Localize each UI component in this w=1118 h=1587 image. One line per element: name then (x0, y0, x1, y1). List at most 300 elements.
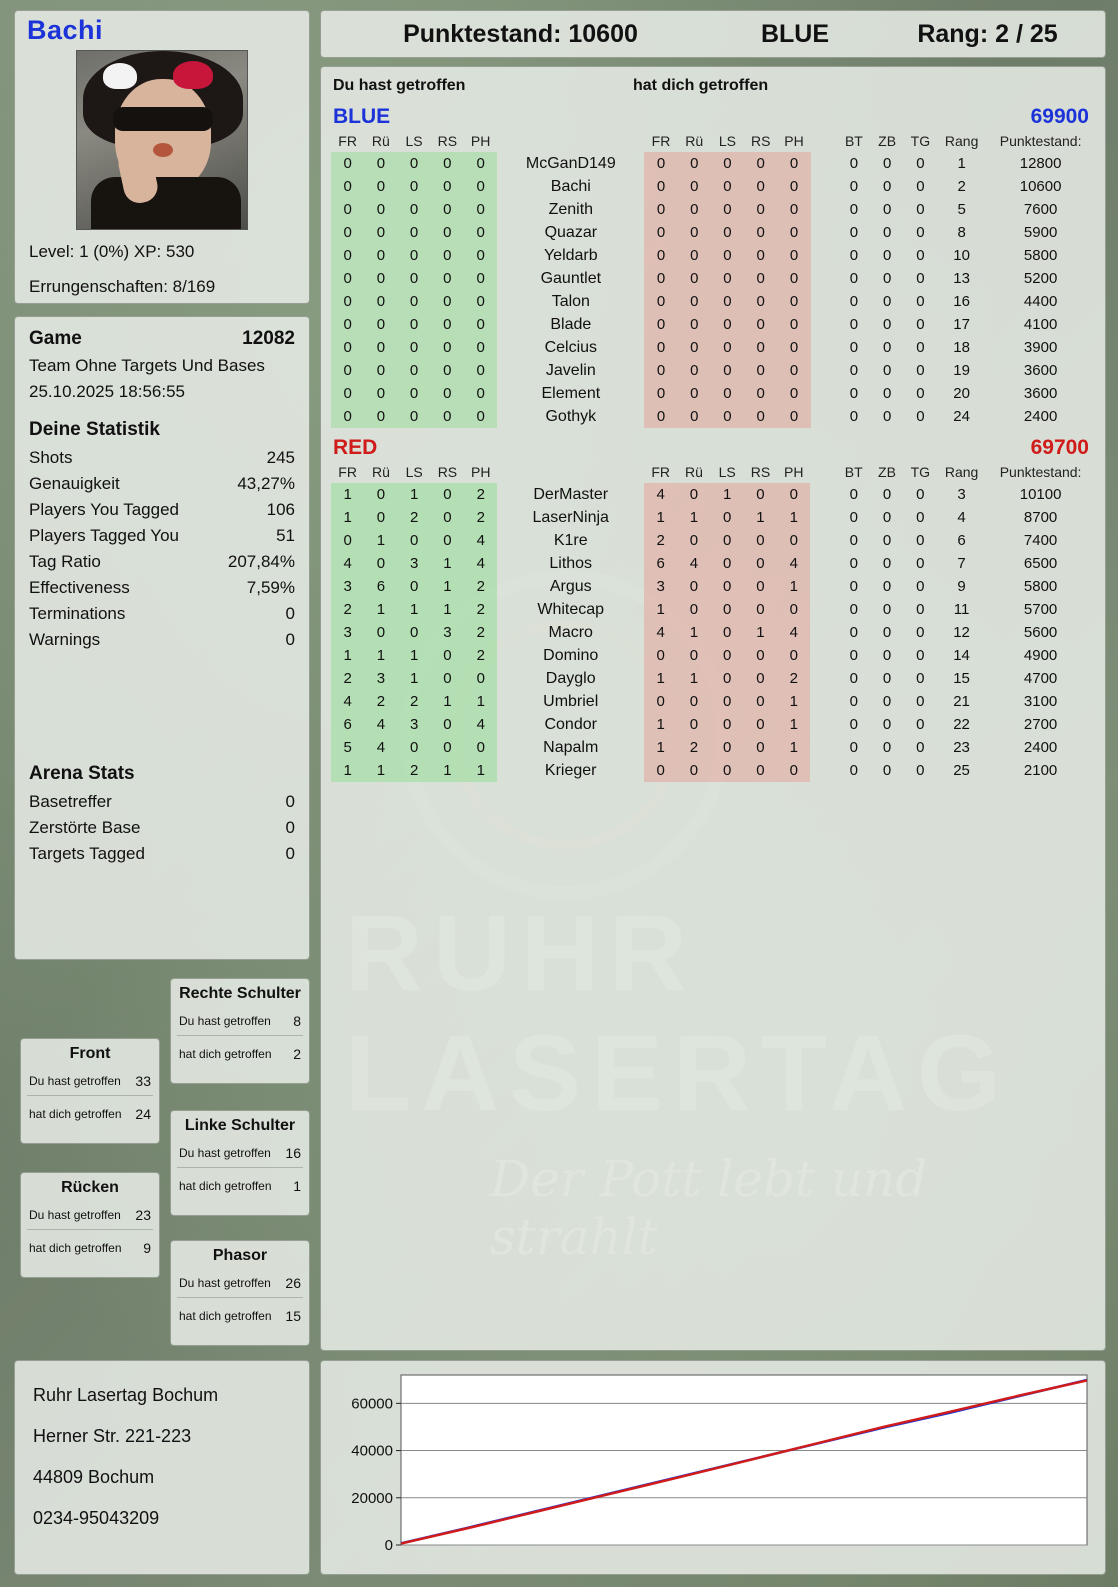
cell-extra: 0 (916, 762, 925, 779)
game-datetime: 25.10.2025 18:56:55 (29, 382, 185, 401)
cell-taken: 0 (744, 529, 777, 552)
col-header-tg: TG (910, 464, 931, 480)
cell-hit: 0 (431, 359, 464, 382)
cell-taken: 0 (644, 313, 677, 336)
personal-stat-label: Players Tagged You (29, 526, 179, 545)
table-row[interactable] (331, 621, 1095, 644)
cell-extra: 0 (916, 693, 925, 710)
table-row[interactable] (331, 575, 1095, 598)
cell-hit: 0 (431, 290, 464, 313)
cell-extra: 0 (916, 293, 925, 310)
table-row[interactable] (331, 382, 1095, 405)
cell-rank: 8 (957, 224, 966, 241)
cell-player-name: Whitecap (537, 600, 605, 618)
cell-hit: 0 (331, 267, 364, 290)
avatar-wrap (15, 50, 309, 230)
arena-stat-value: 0 (285, 844, 295, 863)
cell-extra: 0 (849, 601, 858, 618)
cell-taken: 0 (777, 152, 810, 175)
col-header-punktestand: Punktestand: (999, 464, 1082, 480)
avatar-body-shape (91, 177, 241, 230)
cell-score: 3900 (1023, 339, 1058, 356)
cell-rank: 11 (953, 601, 970, 618)
cell-extra: 0 (882, 670, 892, 687)
zone-taken-value: 9 (143, 1240, 151, 1256)
cell-hit: 1 (364, 598, 397, 621)
cell-hit: 0 (331, 221, 364, 244)
cell-taken: 0 (777, 644, 810, 667)
cell-player-name: Napalm (543, 738, 599, 756)
cell-hit: 0 (464, 221, 497, 244)
zone-hits-value: 26 (285, 1275, 301, 1291)
zone-taken-row (171, 1302, 309, 1326)
cell-taken: 0 (777, 359, 810, 382)
cell-taken: 1 (777, 713, 810, 736)
cell-hit: 0 (464, 359, 497, 382)
cell-taken: 0 (711, 244, 744, 267)
cell-taken: 1 (677, 667, 710, 690)
table-row[interactable] (331, 506, 1095, 529)
cell-spacer (810, 644, 837, 667)
table-row[interactable] (331, 152, 1095, 175)
cell-taken: 1 (644, 713, 677, 736)
player-achievements: Errungenschaften: 8/169 (29, 276, 216, 296)
cell-extra: 0 (916, 362, 925, 379)
col-header-hit-RS: RS (437, 133, 458, 149)
cell-score: 5900 (1023, 224, 1058, 241)
cell-taken: 0 (711, 644, 744, 667)
zone-hits-row (171, 1269, 309, 1293)
scoreboard-headers (331, 75, 1095, 103)
cell-hit: 4 (464, 713, 497, 736)
table-row[interactable] (331, 483, 1095, 506)
cell-taken: 1 (777, 736, 810, 759)
cell-taken: 0 (678, 382, 711, 405)
cell-extra: 0 (916, 178, 925, 195)
col-header-bt: BT (844, 464, 863, 480)
zone-hits-value: 33 (135, 1073, 151, 1089)
zone-hits-label: Du hast getroffen (29, 1074, 121, 1088)
cell-taken: 0 (711, 290, 744, 313)
col-header-name (497, 462, 644, 483)
team-table (331, 462, 1095, 782)
table-row[interactable] (331, 359, 1095, 382)
cell-hit: 0 (431, 405, 464, 428)
cell-hit: 0 (364, 267, 397, 290)
cell-taken: 2 (677, 736, 710, 759)
cell-rank: 2 (957, 178, 966, 195)
cell-taken: 0 (644, 336, 677, 359)
cell-player-name: Lithos (549, 554, 593, 572)
cell-extra: 0 (882, 155, 892, 172)
player-card (14, 10, 310, 304)
cell-taken: 0 (711, 759, 744, 782)
cell-hit: 4 (464, 552, 497, 575)
personal-stat-value: 51 (276, 526, 295, 545)
cell-taken: 1 (644, 598, 677, 621)
col-header-zb: ZB (878, 133, 897, 149)
cell-hit: 1 (464, 759, 497, 782)
cell-player-name: Yeldarb (543, 246, 598, 264)
zone-phasor (170, 1240, 310, 1346)
cell-extra: 0 (916, 532, 925, 549)
cell-score: 8700 (1023, 509, 1058, 526)
team-name: BLUE (333, 105, 391, 128)
personal-stat-value: 207,84% (227, 552, 295, 571)
zone-taken-label: hat dich getroffen (179, 1309, 272, 1323)
cell-extra: 0 (849, 532, 858, 549)
cell-extra: 0 (916, 339, 925, 356)
cell-hit: 0 (464, 152, 497, 175)
cell-hit: 0 (464, 382, 497, 405)
zone-divider (177, 1035, 303, 1036)
cell-player-name: Macro (548, 623, 593, 641)
cell-hit: 4 (364, 713, 397, 736)
cell-hit: 6 (364, 575, 397, 598)
cell-taken: 0 (677, 713, 710, 736)
zone-divider (177, 1167, 303, 1168)
cell-rank: 16 (953, 293, 970, 310)
cell-rank: 7 (957, 555, 966, 572)
col-header-zb: ZB (878, 464, 896, 480)
cell-extra: 0 (849, 670, 858, 687)
cell-taken: 0 (678, 313, 711, 336)
cell-taken: 0 (744, 483, 777, 506)
cell-hit: 0 (464, 198, 497, 221)
cell-taken: 0 (744, 644, 777, 667)
table-row[interactable] (331, 336, 1095, 359)
zone-hits-label: Du hast getroffen (29, 1208, 121, 1222)
cell-hit: 0 (331, 336, 364, 359)
cell-player-name: K1re (553, 531, 588, 549)
zone-hits-row (171, 1007, 309, 1031)
cell-extra: 0 (882, 408, 892, 425)
cell-taken: 0 (744, 598, 777, 621)
cell-taken: 1 (677, 506, 710, 529)
table-row[interactable] (331, 667, 1095, 690)
cell-taken: 0 (678, 267, 711, 290)
table-row[interactable] (331, 713, 1095, 736)
cell-hit: 0 (431, 736, 464, 759)
cell-taken: 0 (711, 359, 744, 382)
cell-player-name: Krieger (544, 761, 597, 779)
cell-hit: 1 (331, 506, 364, 529)
cell-taken: 0 (744, 198, 777, 221)
cell-taken: 0 (678, 221, 711, 244)
col-spacer (810, 462, 837, 483)
col-header-taken-LS: LS (718, 133, 737, 149)
cell-taken: 0 (644, 405, 677, 428)
cell-player-name: Gauntlet (540, 269, 602, 287)
personal-stat-row (29, 471, 295, 497)
personal-stat-value: 7,59% (246, 578, 295, 597)
cell-hit: 2 (398, 506, 431, 529)
cell-extra: 0 (849, 739, 858, 756)
cell-extra: 0 (882, 293, 892, 310)
zone-taken-label: hat dich getroffen (179, 1047, 272, 1061)
cell-hit: 0 (397, 221, 430, 244)
table-row[interactable] (331, 759, 1095, 782)
cell-extra: 0 (849, 486, 858, 503)
cell-extra: 0 (849, 555, 858, 572)
cell-taken: 1 (644, 506, 677, 529)
cell-taken: 0 (777, 336, 810, 359)
cell-hit: 1 (431, 598, 464, 621)
address-line-3: 44809 Bochum (33, 1467, 155, 1487)
cell-score: 5800 (1023, 247, 1058, 264)
cell-rank: 22 (953, 716, 970, 733)
table-row[interactable] (331, 221, 1095, 244)
cell-taken: 1 (777, 690, 810, 713)
cell-score: 2100 (1023, 762, 1058, 779)
cell-taken: 1 (644, 736, 677, 759)
cell-taken: 0 (744, 359, 777, 382)
cell-taken: 0 (644, 690, 677, 713)
cell-hit: 0 (331, 152, 364, 175)
zone-right-shoulder (170, 978, 310, 1084)
arena-stat-row (29, 841, 295, 867)
zone-taken-row (171, 1040, 309, 1064)
cell-player-name: Blade (550, 315, 592, 333)
cell-rank: 5 (957, 201, 966, 218)
cell-taken: 0 (744, 575, 777, 598)
cell-rank: 1 (957, 155, 966, 172)
cell-hit: 0 (397, 152, 430, 175)
cell-spacer (810, 667, 837, 690)
table-row[interactable] (331, 267, 1095, 290)
game-stats-card (14, 316, 310, 960)
cell-taken: 4 (777, 552, 810, 575)
cell-hit: 0 (464, 736, 497, 759)
cell-player-name: Bachi (550, 177, 591, 195)
cell-taken: 0 (711, 506, 744, 529)
zone-hits-row (21, 1201, 159, 1225)
cell-taken: 0 (677, 644, 710, 667)
col-header-hit-PH: PH (470, 133, 491, 149)
zone-taken-value: 24 (135, 1106, 151, 1122)
cell-hit: 0 (431, 152, 464, 175)
cell-extra: 0 (916, 408, 925, 425)
cell-hit: 0 (464, 405, 497, 428)
cell-taken: 0 (744, 336, 777, 359)
cell-hit: 0 (431, 175, 464, 198)
cell-extra: 0 (916, 270, 925, 287)
cell-extra: 0 (916, 647, 925, 664)
personal-stats-title: Deine Statistik (29, 419, 160, 440)
scoreboard-body (331, 103, 1095, 782)
cell-extra: 0 (882, 647, 892, 664)
cell-score: 5700 (1023, 601, 1058, 618)
col-header-hit-RS: RS (437, 464, 458, 480)
cell-score: 2400 (1023, 408, 1058, 425)
zone-hits-row (171, 1139, 309, 1163)
zone-hits-row (21, 1067, 159, 1091)
cell-extra: 0 (849, 578, 858, 595)
cell-rank: 20 (953, 385, 970, 402)
cell-extra: 0 (849, 339, 859, 356)
cell-spacer (811, 359, 838, 382)
header-team: BLUE (760, 19, 830, 48)
header-rank: Rang: 2 / 25 (917, 19, 1058, 48)
cell-hit: 5 (331, 736, 364, 759)
chart-area (329, 1367, 1097, 1568)
cell-extra: 0 (882, 201, 892, 218)
cell-hit: 1 (398, 667, 431, 690)
cell-hit: 4 (331, 690, 364, 713)
cell-hit: 1 (431, 690, 464, 713)
cell-hit: 1 (398, 483, 431, 506)
cell-taken: 0 (644, 290, 677, 313)
cell-score: 4700 (1023, 670, 1058, 687)
avatar-lips-shape (153, 143, 173, 157)
cell-score: 3600 (1023, 362, 1058, 379)
cell-taken: 0 (777, 290, 810, 313)
cell-hit: 0 (464, 313, 497, 336)
table-row[interactable] (331, 244, 1095, 267)
cell-hit: 4 (464, 529, 497, 552)
cell-hit: 0 (331, 382, 364, 405)
cell-player-name: Element (541, 384, 601, 402)
col-header-tg: TG (910, 133, 931, 149)
arena-stat-value: 0 (285, 818, 295, 837)
cell-extra: 0 (882, 385, 892, 402)
table-row[interactable] (331, 529, 1095, 552)
player-level: Level: 1 (0%) XP: 530 (29, 242, 195, 261)
cell-score: 5600 (1023, 624, 1058, 641)
cell-score: 5800 (1023, 578, 1058, 595)
table-row[interactable] (331, 198, 1095, 221)
col-header-rang: Rang (944, 464, 979, 480)
cell-spacer (811, 198, 838, 221)
cell-extra: 0 (849, 316, 859, 333)
cell-hit: 2 (398, 759, 431, 782)
cell-hit: 0 (364, 152, 397, 175)
cell-taken: 0 (711, 152, 744, 175)
personal-stats-list (29, 445, 295, 653)
personal-stat-value: 106 (266, 500, 295, 519)
cell-taken: 0 (777, 405, 810, 428)
col-header-taken-RS: RS (750, 133, 771, 149)
cell-taken: 0 (678, 175, 711, 198)
cell-hit: 0 (431, 713, 464, 736)
cell-hit: 0 (398, 575, 431, 598)
table-row[interactable] (331, 644, 1095, 667)
zone-divider (27, 1229, 153, 1230)
avatar-bow-left-icon (103, 63, 137, 89)
cell-rank: 4 (957, 509, 966, 526)
cell-hit: 0 (431, 529, 464, 552)
arena-stat-label: Zerstörte Base (29, 818, 141, 837)
cell-rank: 14 (953, 647, 970, 664)
personal-stat-value: 0 (285, 604, 295, 623)
team-name: RED (333, 436, 378, 459)
cell-player-name: McGanD149 (525, 154, 616, 172)
cell-extra: 0 (882, 486, 892, 503)
cell-hit: 0 (364, 290, 397, 313)
cell-taken: 0 (677, 483, 710, 506)
cell-hit: 0 (464, 175, 497, 198)
personal-stat-row (29, 627, 295, 653)
table-row[interactable] (331, 405, 1095, 428)
cell-hit: 0 (398, 621, 431, 644)
cell-hit: 2 (464, 506, 497, 529)
cell-hit: 0 (464, 290, 497, 313)
cell-taken: 0 (677, 575, 710, 598)
personal-stat-value: 245 (266, 448, 295, 467)
cell-taken: 0 (677, 598, 710, 621)
table-row[interactable] (331, 598, 1095, 621)
table-row[interactable] (331, 690, 1095, 713)
cell-hit: 0 (464, 267, 497, 290)
zone-taken-row (21, 1234, 159, 1258)
cell-taken: 0 (678, 198, 711, 221)
personal-stat-row (29, 445, 295, 471)
cell-spacer (811, 313, 838, 336)
table-row[interactable] (331, 175, 1095, 198)
cell-hit: 3 (398, 713, 431, 736)
score-progress-chart (320, 1360, 1106, 1575)
chart-ytick-label: 0 (384, 1537, 393, 1554)
arena-stat-value: 0 (285, 792, 295, 811)
cell-hit: 0 (364, 506, 397, 529)
cell-extra: 0 (849, 716, 858, 733)
table-row[interactable] (331, 552, 1095, 575)
cell-extra: 0 (882, 224, 892, 241)
cell-taken: 0 (711, 621, 744, 644)
cell-spacer (811, 244, 838, 267)
table-row[interactable] (331, 736, 1095, 759)
cell-taken: 0 (711, 405, 744, 428)
cell-taken: 0 (711, 575, 744, 598)
zone-taken-value: 2 (293, 1046, 301, 1062)
cell-hit: 0 (431, 483, 464, 506)
cell-spacer (810, 690, 837, 713)
cell-hit: 0 (331, 175, 364, 198)
cell-hit: 1 (398, 598, 431, 621)
col-header-hit-LS: LS (405, 133, 423, 149)
cell-spacer (810, 552, 837, 575)
cell-taken: 3 (644, 575, 677, 598)
cell-taken: 0 (744, 759, 777, 782)
cell-extra: 0 (916, 601, 925, 618)
zone-back (20, 1172, 160, 1278)
zone-divider (177, 1297, 303, 1298)
table-row[interactable] (331, 290, 1095, 313)
zone-taken-label: hat dich getroffen (179, 1179, 272, 1193)
cell-spacer (810, 759, 837, 782)
cell-taken: 0 (744, 736, 777, 759)
cell-taken: 0 (744, 290, 777, 313)
cell-player-name: Condor (544, 715, 597, 733)
cell-taken: 0 (744, 690, 777, 713)
cell-score: 4900 (1023, 647, 1058, 664)
cell-hit: 3 (431, 621, 464, 644)
cell-hit: 2 (464, 644, 497, 667)
table-row[interactable] (331, 313, 1095, 336)
cell-player-name: Celcius (544, 338, 598, 356)
cell-extra: 0 (882, 716, 892, 733)
cell-taken: 4 (644, 483, 677, 506)
cell-score: 7600 (1023, 201, 1058, 218)
cell-hit: 1 (464, 690, 497, 713)
cell-spacer (811, 175, 838, 198)
cell-hit: 0 (331, 198, 364, 221)
cell-taken: 0 (744, 175, 777, 198)
col-header-taken-FR: FR (651, 464, 670, 480)
cell-hit: 0 (364, 552, 397, 575)
cell-extra: 0 (916, 578, 925, 595)
cell-player-name: Gothyk (545, 407, 597, 425)
